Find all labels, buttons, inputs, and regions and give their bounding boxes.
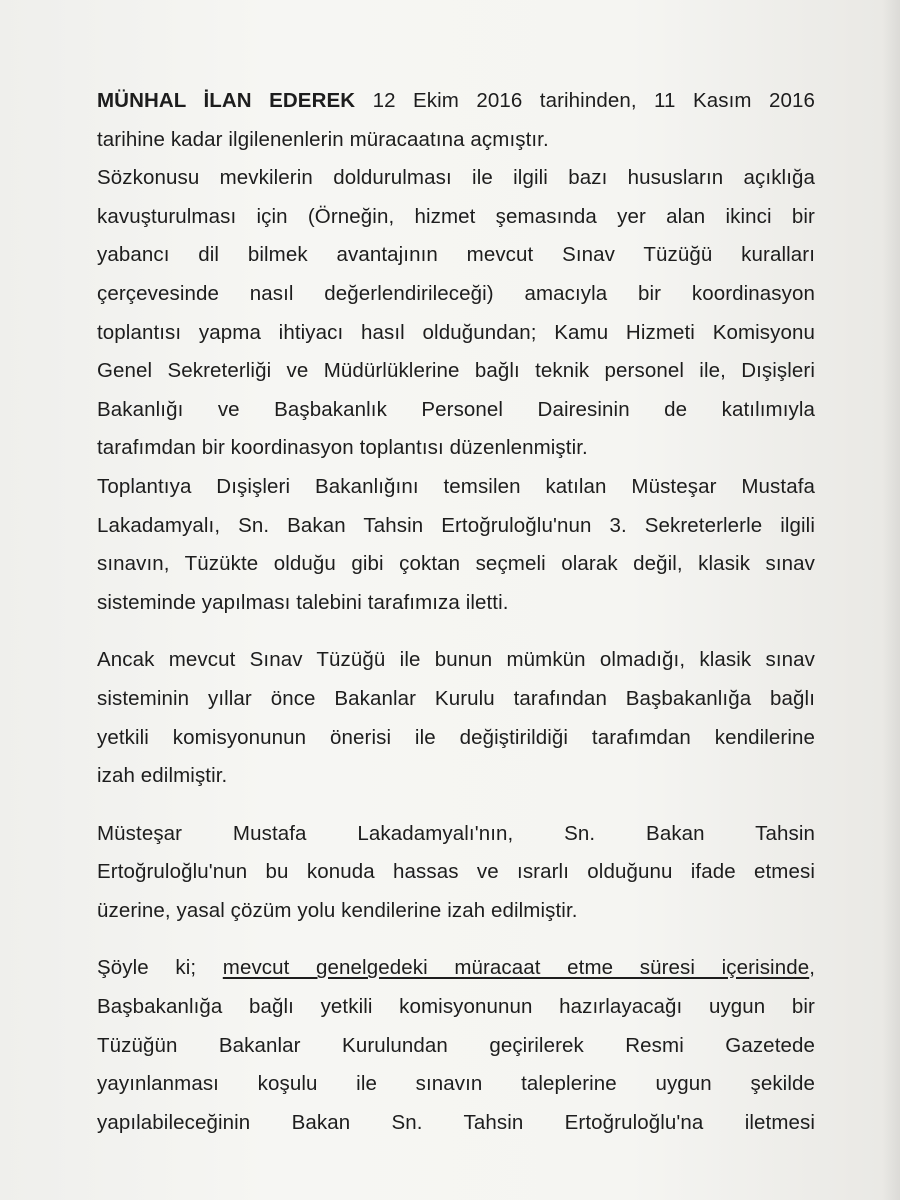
underlined-text: mevcut genelgedeki müracaat etme süresi içerisinde bbox=[222, 956, 810, 980]
text-line: yabancı dil bilmek avantajının mevcut Sınav Tüzüğü kuralları bbox=[97, 243, 815, 267]
paragraph-spacer bbox=[97, 796, 815, 815]
text-line: toplantısı yapma ihtiyacı hasıl olduğundan; Kamu Hizmeti Komisyonu bbox=[97, 320, 815, 344]
lead-text: Şöyle ki; bbox=[97, 956, 223, 980]
document-body bbox=[97, 82, 815, 1142]
text-line: Toplantıya Dışişleri Bakanlığını temsilen katılan Müsteşar Mustafa bbox=[97, 474, 815, 498]
paragraph-4 bbox=[97, 949, 815, 1142]
paragraph-spacer bbox=[97, 930, 815, 949]
text-line bbox=[97, 949, 815, 988]
text-line: yetkili komisyonunun önerisi ile değiştirildiği tarafımdan kendilerine bbox=[97, 725, 815, 749]
text-line: Sözkonusu mevkilerin doldurulması ile ilgili bazı hususların açıklığa bbox=[97, 166, 815, 190]
text-line: Ertoğruloğlu'nun bu konuda hassas ve ısrarlı olduğunu ifade etmesi bbox=[97, 860, 815, 884]
text-line: kavuşturulması için (Örneğin, hizmet şemasında yer alan ikinci bir bbox=[97, 204, 815, 228]
paragraph-3 bbox=[97, 815, 815, 931]
text-line: tarihine kadar ilgilenenlerin müracaatına açmıştır. bbox=[97, 127, 549, 151]
text-line: sisteminin yıllar önce Bakanlar Kurulu tarafından Başbakanlığa bağlı bbox=[97, 686, 815, 710]
text-line bbox=[97, 82, 815, 121]
text-line: sisteminde yapılması talebini tarafımıza iletti. bbox=[97, 590, 509, 614]
text-line: Lakadamyalı, Sn. Bakan Tahsin Ertoğruloğlu'nun 3. Sekreterlerle ilgili bbox=[97, 513, 815, 537]
text-line: Bakanlığı ve Başbakanlık Personel Dairesinin de katılımıyla bbox=[97, 397, 815, 421]
bold-lead-text: MÜNHAL İLAN EDEREK bbox=[97, 89, 356, 112]
text-line: yayınlanması koşulu ile sınavın taleplerine uygun şekilde bbox=[97, 1072, 815, 1096]
text-line: sınavın, Tüzükte olduğu gibi çoktan seçmeli olarak değil, klasik sınav bbox=[97, 552, 815, 576]
text-line: izah edilmiştir. bbox=[97, 764, 228, 788]
text-line: üzerine, yasal çözüm yolu kendilerine izah edilmiştir. bbox=[97, 898, 578, 922]
line-text: 12 Ekim 2016 tarihinden, 11 Kasım 2016 bbox=[355, 89, 815, 112]
paragraph-1 bbox=[97, 82, 815, 622]
text-line: Ancak mevcut Sınav Tüzüğü ile bunun mümkün olmadığı, klasik sınav bbox=[97, 648, 815, 672]
text-line: Müsteşar Mustafa Lakadamyalı'nın, Sn. Bakan Tahsin bbox=[97, 821, 815, 845]
text-line: Başbakanlığa bağlı yetkili komisyonunun hazırlayacağı uygun bir bbox=[97, 995, 815, 1019]
text-line: yapılabileceğinin Bakan Sn. Tahsin Ertoğruloğlu'na iletmesi bbox=[97, 1110, 815, 1134]
text-line: Tüzüğün Bakanlar Kurulundan geçirilerek Resmi Gazetede bbox=[97, 1033, 815, 1057]
paragraph-2 bbox=[97, 641, 815, 795]
line-text: , bbox=[809, 956, 815, 980]
text-line: tarafımdan bir koordinasyon toplantısı düzenlenmiştir. bbox=[97, 436, 588, 460]
text-line: Genel Sekreterliği ve Müdürlüklerine bağlı teknik personel ile, Dışişleri bbox=[97, 359, 815, 383]
text-line: çerçevesinde nasıl değerlendirileceği) amacıyla bir koordinasyon bbox=[97, 281, 815, 305]
paragraph-spacer bbox=[97, 622, 815, 641]
